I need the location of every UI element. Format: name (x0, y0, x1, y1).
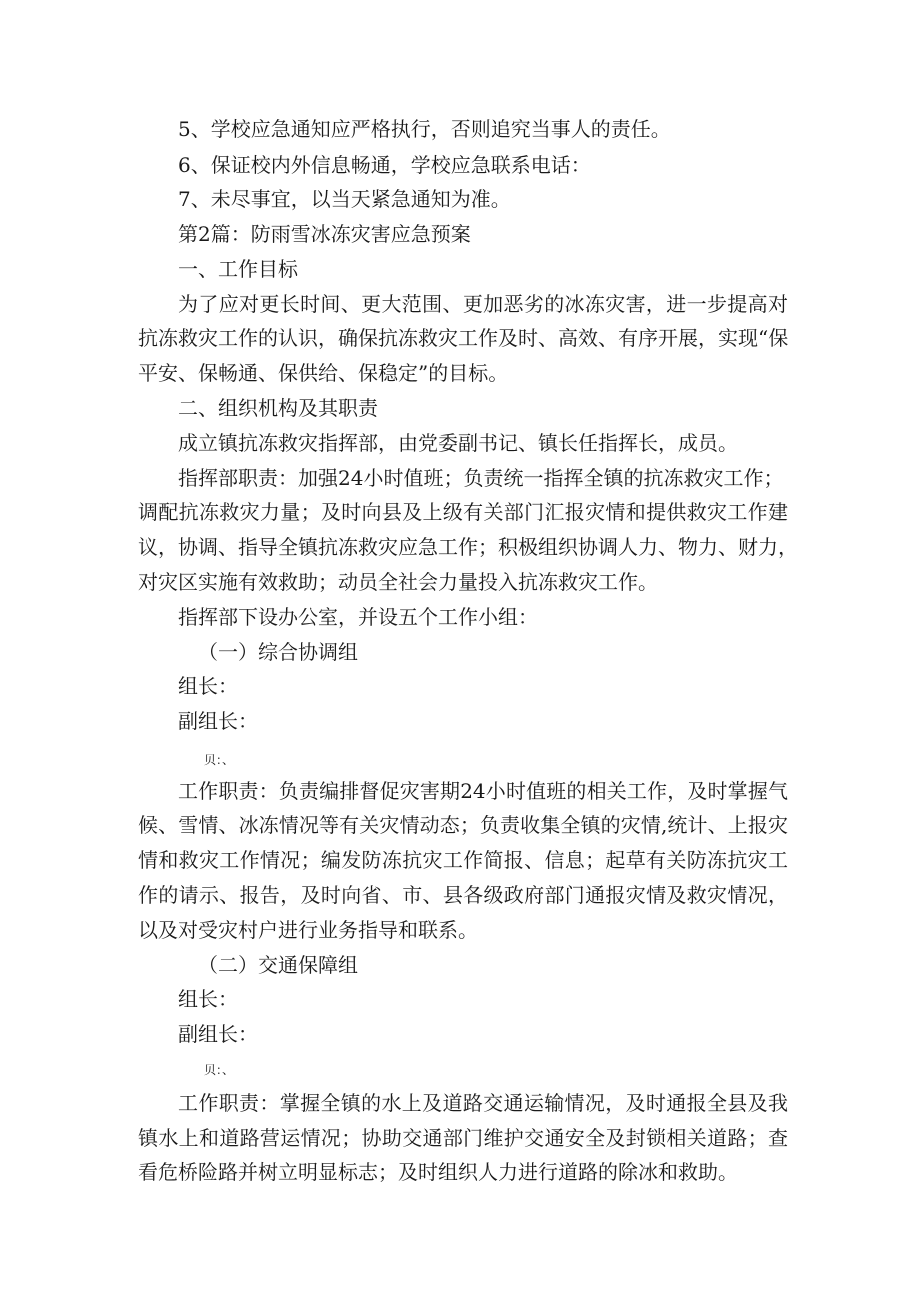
text-line: 抗冻救灾工作的认识，确保抗冻救灾工作及时、高效、有序开展，实现“保 (138, 326, 789, 350)
deputy-leader-label: 副组长： (178, 1022, 258, 1046)
text-line: 指挥部职责：加强24小时值班；负责统一指挥全镇的抗冻救灾工作； (178, 466, 784, 490)
group-heading: （二）交通保障组 (198, 953, 358, 977)
text-line: 以及对受灾村户进行业务指导和联系。 (138, 918, 478, 942)
text-line: 7、未尽事宜，以当天紧急通知为准。 (178, 187, 511, 211)
text-line: 作的请示、报告，及时向省、市、县各级政府部门通报灾情及救灾情况， (138, 883, 788, 907)
text-line: 镇水上和道路营运情况；协助交通部门维护交通安全及封锁相关道路；查 (138, 1126, 788, 1150)
text-line: 调配抗冻救灾力量；及时向县及上级有关部门汇报灾情和提供救灾工作建 (138, 500, 788, 524)
group-heading: （一）综合协调组 (198, 640, 358, 664)
heading-organization: 二、组织机构及其职责 (178, 396, 378, 420)
text-line: 议，协调、指导全镇抗冻救灾应急工作；积极组织协调人力、物力、财力， (138, 535, 798, 559)
text-line: 对灾区实施有效救助；动员全社会力量投入抗冻救灾工作。 (138, 570, 658, 594)
text-line: 成立镇抗冻救灾指挥部，由党委副书记、镇长任指挥长，成员。 (178, 431, 738, 455)
text-line: 候、雪情、冰冻情况等有关灾情动态；负责收集全镇的灾情,统计、上报灾 (138, 813, 788, 837)
deputy-leader-label: 副组长： (178, 709, 258, 733)
text-line: 情和救灾工作情况；编发防冻抗灾工作简报、信息；起草有关防冻抗灾工 (138, 848, 788, 872)
section-heading: 第2篇：防雨雪冰冻灾害应急预案 (178, 222, 471, 246)
text-line: 工作职责：掌握全镇的水上及道路交通运输情况，及时通报全县及我 (178, 1091, 788, 1115)
member-label: 贝：、 (204, 753, 235, 767)
text-line: 指挥部下设办公室，并设五个工作小组： (178, 605, 538, 629)
text-line: 5、学校应急通知应严格执行，否则追究当事人的责任。 (178, 117, 671, 141)
heading-work-goal: 一、工作目标 (178, 257, 298, 281)
text-line: 工作职责：负责编排督促灾害期24小时值班的相关工作，及时掌握气 (178, 779, 788, 803)
leader-label: 组长： (178, 674, 238, 698)
member-label: 贝：、 (204, 1063, 235, 1077)
leader-label: 组长： (178, 987, 238, 1011)
text-line: 平安、保畅通、保供给、保稳定”的目标。 (138, 361, 509, 385)
text-line: 看危桥险路并树立明显标志；及时组织人力进行道路的除冰和救助。 (138, 1160, 738, 1184)
text-line: 6、保证校内外信息畅通，学校应急联系电话： (178, 153, 591, 177)
text-line: 为了应对更长时间、更大范围、更加恶劣的冰冻灾害，进一步提高对 (178, 292, 788, 316)
